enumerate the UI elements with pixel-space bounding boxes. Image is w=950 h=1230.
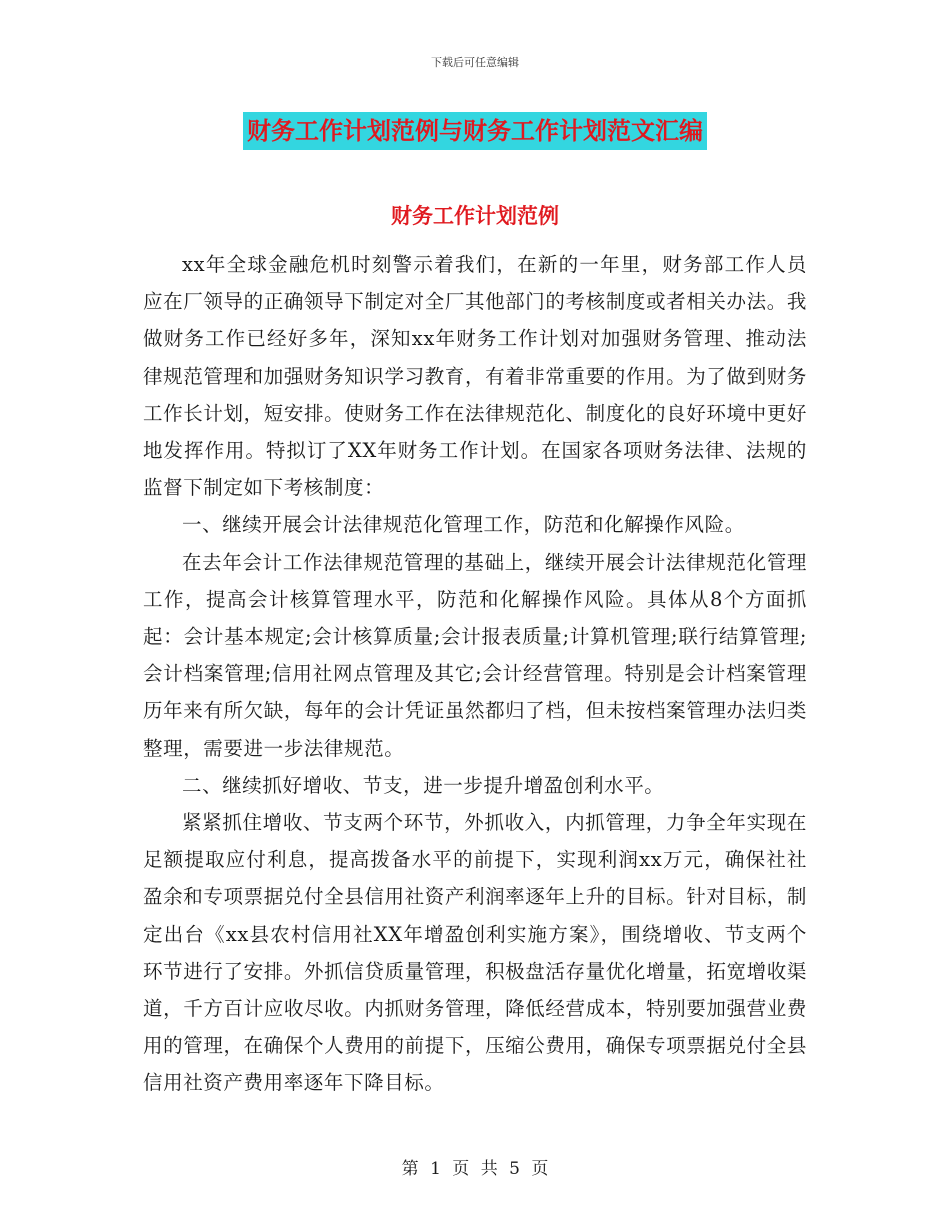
paragraph-heading-1: 一、继续开展会计法律规范化管理工作，防范和化解操作风险。 [182,513,745,537]
paragraph-body-1: 在去年会计工作法律规范管理的基础上，继续开展会计法律规范化管理工作，提高会计核算管理水平，防范和化解操作风险。具体从8个方面抓起：会计基本规定;会计核算质量;会计报表质量;计算机管理;联行结算管理;会计档案管理;信用社网点管理及其它;会计经营管理。特别是会计档案管理历年来有所欠缺，每年的会计凭证虽然都归了档，但未按档案管理办法归类整理，需要进一步法律规范。 [143,550,807,760]
main-title: 财务工作计划范例与财务工作计划范文汇编 [243,112,707,150]
paragraph-heading-2: 二、继续抓好增收、节支，进一步提升增盈创利水平。 [182,773,665,797]
section-title: 财务工作计划范例 [391,204,559,228]
paragraph-intro: xx年全球金融危机时刻警示着我们，在新的一年里，财务部工作人员应在厂领导的正确领导下制定对全厂其他部门的考核制度或者相关办法。我做财务工作已经好多年，深知xx年财务工作计划对加强财务管理、推动法律规范管理和加强财务知识学习教育，有着非常重要的作用。为了做到财务工作长计划，短安排。使财务工作在法律规范化、制度化的良好环境中更好地发挥作用。特拟订了XX年财务工作计划。在国家各项财务法律、法规的监督下制定如下考核制度： [143,253,807,500]
main-title-container [0,112,950,150]
header-note: 下载后可任意编辑 [431,56,519,69]
document-body [143,246,807,1102]
paragraph-body-2: 紧紧抓住增收、节支两个环节，外抓收入，内抓管理，力争全年实现在足额提取应付利息，提高拨备水平的前提下，实现利润xx万元，确保社社盈余和专项票据兑付全县信用社资产利润率逐年上升的目标。针对目标，制定出台《xx县农村信用社XX年增盈创利实施方案》，围绕增收、节支两个环节进行了安排。外抓信贷质量管理，积极盘活存量优化增量，拓宽增收渠道，千方百计应收尽收。内抓财务管理，降低经营成本，特别要加强营业费用的管理，在确保个人费用的前提下，压缩公费用，确保专项票据兑付全县信用社资产费用率逐年下降目标。 [143,811,807,1095]
page-footer: 第 1 页 共 5 页 [401,1159,549,1179]
